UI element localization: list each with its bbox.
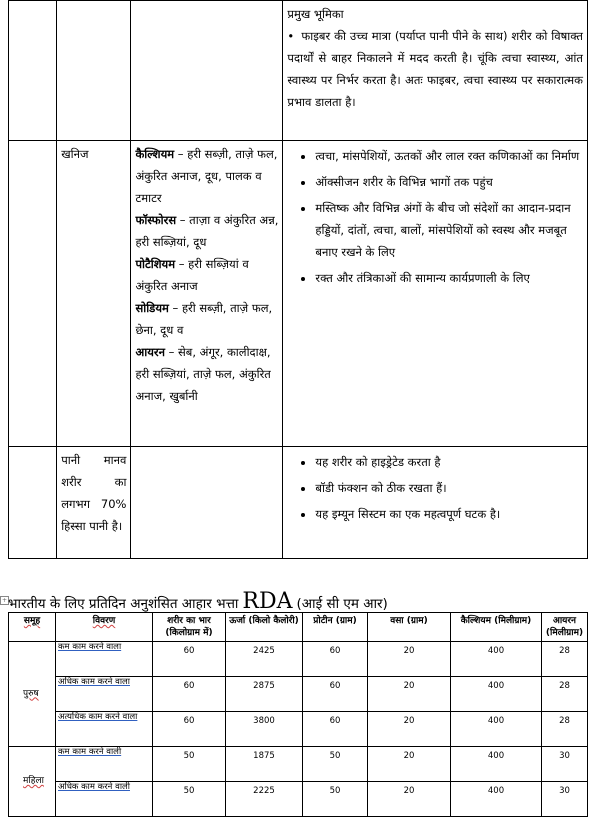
cell-energy: 2875 — [226, 677, 303, 712]
blank-cell — [9, 141, 57, 447]
table-row — [9, 712, 588, 747]
fiber-row — [9, 1, 588, 141]
rda-header-row — [9, 613, 588, 642]
cell-iron: 28 — [542, 642, 588, 677]
header-cell: शरीर का भार (किलोग्राम में) — [153, 613, 226, 642]
cell-fat: 20 — [368, 677, 451, 712]
cell-weight: 60 — [153, 642, 226, 677]
row-desc: कम काम करने वाली — [56, 747, 153, 782]
fiber-role-paragraph — [287, 25, 583, 113]
cell-protein: 50 — [303, 782, 368, 817]
cell-fat: 20 — [368, 782, 451, 817]
minerals-row — [9, 141, 588, 447]
list-item: • रक्त और तंत्रिकाओं की सामान्य कार्यप्रणाली के लिए — [315, 267, 583, 289]
cell-calcium: 400 — [451, 642, 542, 677]
bullet-icon: • — [287, 29, 295, 43]
cell-weight: 50 — [153, 782, 226, 817]
water-name: पानी मानव शरीर का लगभग 70% हिस्सा पानी है। — [57, 447, 131, 559]
blank-cell — [9, 447, 57, 559]
cell-iron: 28 — [542, 677, 588, 712]
water-row — [9, 447, 588, 559]
row-desc: कम काम करने वाला — [56, 642, 153, 677]
rda-caption — [8, 589, 388, 614]
blank-cell — [9, 1, 57, 141]
minerals-roles — [283, 141, 588, 447]
cell-protein: 60 — [303, 677, 368, 712]
cell-weight: 50 — [153, 747, 226, 782]
list-item: • मस्तिष्क और विभिन्न अंगों के बीच जो संदेशों का आदान-प्रदान हड्डियों, दांतों, त्वचा, बालों, मांसपेशियों को स्वस्थ और मजबूत बनाए रखने के लिए — [315, 197, 583, 263]
table-row — [9, 677, 588, 712]
row-desc: अधिक काम करने वाली — [56, 782, 153, 817]
cell-calcium: 400 — [451, 677, 542, 712]
group-female: महिला — [9, 747, 56, 817]
cell-fat: 20 — [368, 712, 451, 747]
header-cell: विवरण — [56, 613, 153, 642]
list-item: • यह इम्यून सिस्टम का एक महत्वपूर्ण घटक है। — [315, 503, 583, 525]
cell-protein: 60 — [303, 712, 368, 747]
caption-rda: RDA — [242, 589, 293, 614]
table-row — [9, 782, 588, 817]
cell-energy: 2425 — [226, 642, 303, 677]
row-desc: अत्यधिक काम करने वाला — [56, 712, 153, 747]
blank-cell — [57, 1, 131, 141]
cell-iron: 30 — [542, 747, 588, 782]
cell-energy: 1875 — [226, 747, 303, 782]
cell-calcium: 400 — [451, 712, 542, 747]
cell-fat: 20 — [368, 642, 451, 677]
mineral-potassium: पोटैशियम – हरी सब्ज़ियां व अंकुरित अनाज — [135, 257, 249, 293]
list-item: • त्वचा, मांसपेशियों, ऊतकों और लाल रक्त कणिकाओं का निर्माण — [315, 145, 583, 167]
water-roles — [283, 447, 588, 559]
list-item: • ऑक्सीजन शरीर के विभिन्न भागों तक पहुंच — [315, 171, 583, 193]
header-cell: समूह — [9, 613, 56, 642]
rda-table — [8, 612, 588, 817]
cell-calcium: 400 — [451, 747, 542, 782]
cell-protein: 60 — [303, 642, 368, 677]
table-anchor-icon[interactable]: + — [1, 597, 8, 604]
fiber-role-cell — [283, 1, 588, 141]
table-row — [9, 747, 588, 782]
cell-weight: 60 — [153, 712, 226, 747]
row-desc: अधिक काम करने वाला — [56, 677, 153, 712]
nutrients-table — [8, 0, 588, 559]
blank-cell — [131, 1, 283, 141]
header-cell: प्रोटीन (ग्राम) — [303, 613, 368, 642]
mineral-iron: आयरन – सेब, अंगूर, कालीदाक्ष, हरी सब्ज़ियां, ताज़े फल, अंकुरित अनाज, खुर्बानी — [135, 345, 271, 403]
cell-protein: 50 — [303, 747, 368, 782]
table-row — [9, 642, 588, 677]
cell-iron: 30 — [542, 782, 588, 817]
header-cell: आयरन (मिलीग्राम) — [542, 613, 588, 642]
fiber-role-text: फाइबर की उच्च मात्रा (पर्याप्त पानी पीने के साथ) शरीर को विषाक्त पदार्थों से बाहर निकालने में मदद करती है। चूंकि त्वचा स्वास्थ्य, आंत स्वास्थ्य पर निर्भर करता है। अतः फाइबर, त्वचा स्वास्थ्य पर सकारात्मक प्रभाव डालता है। — [287, 29, 583, 109]
header-cell: कैल्शियम (मिलीग्राम) — [451, 613, 542, 642]
mineral-sodium: सोडियम – हरी सब्ज़ी, ताज़े फल, छेना, दूध व — [135, 301, 273, 337]
cell-energy: 3800 — [226, 712, 303, 747]
minerals-name: खनिज — [57, 141, 131, 447]
mineral-calcium: कैल्शियम – हरी सब्ज़ी, ताज़े फल, अंकुरित अनाज, दूध, पालक व टमाटर — [135, 147, 278, 205]
group-male: पुरुष — [9, 642, 56, 747]
caption-text: भारतीय के लिए प्रतिदिन अनुशंसित आहार भत्ता — [8, 596, 239, 612]
list-item: • बॉडी फंक्शन को ठीक रखता हैं। — [315, 477, 583, 499]
fiber-role-heading: प्रमुख भूमिका — [287, 7, 344, 21]
cell-iron: 28 — [542, 712, 588, 747]
minerals-sources — [131, 141, 283, 447]
cell-weight: 60 — [153, 677, 226, 712]
cell-fat: 20 — [368, 747, 451, 782]
list-item: • यह शरीर को हाइड्रेटेड करता है — [315, 451, 583, 473]
mineral-phosphorus: फॉस्फोरस – ताज़ा व अंकुरित अन्न, हरी सब्ज़ियां, दूध — [135, 213, 279, 249]
header-cell: ऊर्जा (किलो कैलोरी) — [226, 613, 303, 642]
cell-calcium: 400 — [451, 782, 542, 817]
caption-source: (आई सी एम आर) — [296, 596, 388, 612]
cell-energy: 2225 — [226, 782, 303, 817]
header-cell: वसा (ग्राम) — [368, 613, 451, 642]
blank-cell — [131, 447, 283, 559]
